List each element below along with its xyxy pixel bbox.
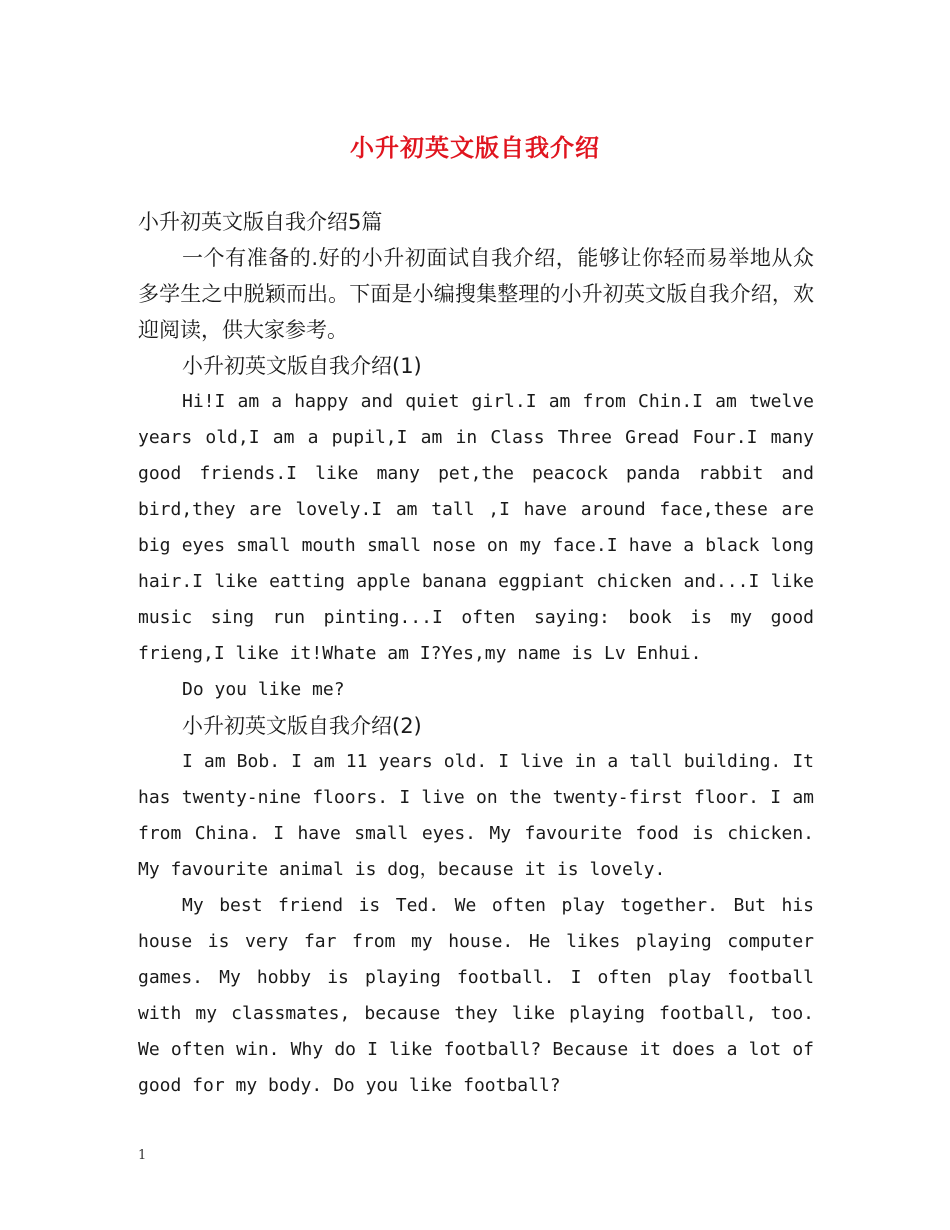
essay-2-paragraph-2: My best friend is Ted. We often play together. But his house is very far from my house. He likes playing computer games. My hobby is playing football. I often play football with my classmates, because they like playing football, too. We often win. Why do I like football? Because it does a lot of good for my body. Do you like football?	[138, 895, 814, 1096]
subtitle: 小升初英文版自我介绍5篇	[138, 210, 383, 234]
section-heading-1: 小升初英文版自我介绍(1)	[182, 354, 422, 378]
page-title: 小升初英文版自我介绍	[350, 134, 600, 162]
essay-2-paragraph-1: I am Bob. I am 11 years old. I live in a tall building. It has twenty-nine floors. I live on the twenty-first floor. I am from China. I have small eyes. My favourite food is chicken. My favourite animal is dog，because it is lovely.	[138, 751, 814, 880]
intro-paragraph: 一个有准备的.好的小升初面试自我介绍，能够让你轻而易举地从众多学生之中脱颖而出。下面是小编搜集整理的小升初英文版自我介绍，欢迎阅读，供大家参考。	[138, 246, 814, 342]
section-heading-2: 小升初英文版自我介绍(2)	[182, 714, 422, 738]
page-number: 1	[138, 1148, 147, 1163]
document-body	[138, 200, 814, 1104]
essay-1-closing: Do you like me?	[182, 679, 345, 700]
essay-1-paragraph: Hi!I am a happy and quiet girl.I am from Chin.I am twelve years old,I am a pupil,I am in Class Three Gread Four.I many good friends.I like many pet,the peacock panda rabbit and bird,they are lovely.I am tall ,I have around face,these are big eyes small mouth small nose on my face.I have a black long hair.I like eatting apple banana eggpiant chicken and...I like music sing run pinting...I often saying: book is my good frieng,I like it!Whate am I?Yes,my name is Lv Enhui.	[138, 391, 814, 664]
